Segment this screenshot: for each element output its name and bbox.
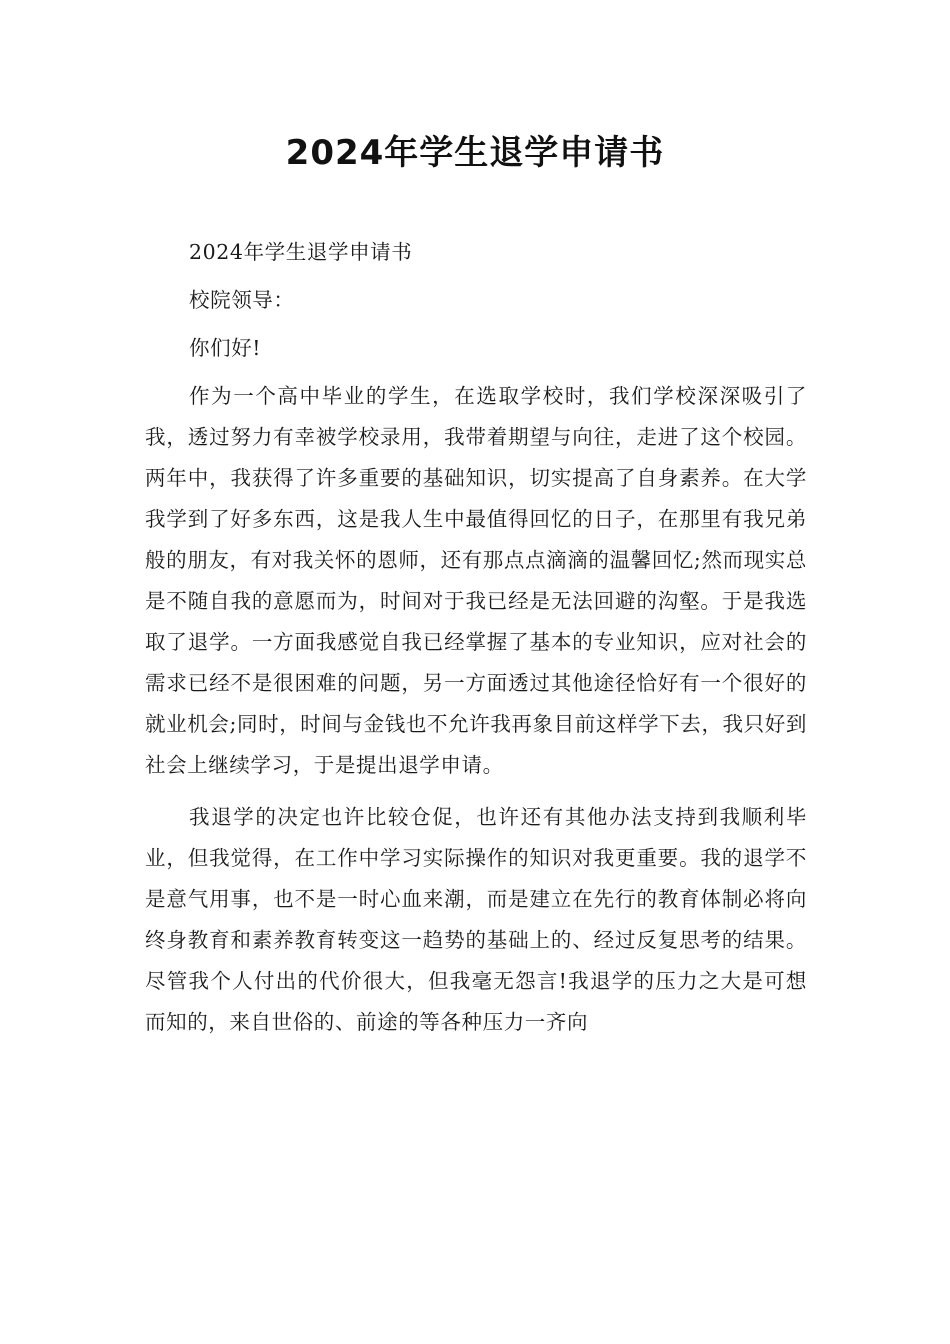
document-title: 2024年学生退学申请书 xyxy=(285,133,665,173)
paragraph-salutation: 校院领导： xyxy=(189,288,295,312)
paragraph-subtitle: 2024年学生退学申请书 xyxy=(189,240,413,264)
paragraph-body-2: 我退学的决定也许比较仓促，也许还有其他办法支持到我顺利毕业，但我觉得，在工作中学习实际操作的知识对我更重要。我的退学不是意气用事，也不是一时心血来潮，而是建立在先行的教育体制必将向终身教育和素养教育转变这一趋势的基础上的、经过反复思考的结果。尽管我个人付出的代价很大，但我毫无怨言!我退学的压力之大是可想而知的，来自世俗的、前途的等各种压力一齐向 xyxy=(145,805,807,1034)
paragraph-greeting: 你们好! xyxy=(189,336,262,360)
document-body xyxy=(145,232,807,1054)
paragraph-body-1: 作为一个高中毕业的学生，在选取学校时，我们学校深深吸引了我，透过努力有幸被学校录用，我带着期望与向往，走进了这个校园。两年中，我获得了许多重要的基础知识，切实提高了自身素养。在大学我学到了好多东西，这是我人生中最值得回忆的日子，在那里有我兄弟般的朋友，有对我关怀的恩师，还有那点点滴滴的温馨回忆;然而现实总是不随自我的意愿而为，时间对于我已经是无法回避的沟壑。于是我选取了退学。一方面我感觉自我已经掌握了基本的专业知识，应对社会的需求已经不是很困难的问题，另一方面透过其他途径恰好有一个很好的就业机会;同时，时间与金钱也不允许我再象目前这样学下去，我只好到社会上继续学习，于是提出退学申请。 xyxy=(145,384,807,777)
